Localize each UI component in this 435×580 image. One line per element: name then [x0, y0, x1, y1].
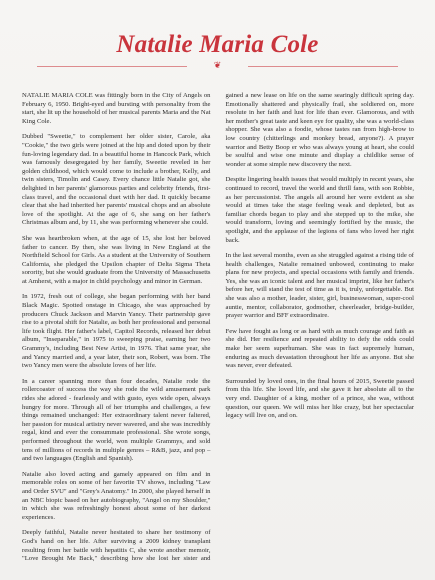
biography-text [22, 92, 414, 570]
paragraph-career-start: In 1972, fresh out of college, she began performing with her band Black Magic. Spotted onstage in Chicago, she was approached by producers Chuck Jackson and Marvin Yancy. Their partnership gave rise to a pivotal shift for Natalie, as both her professional and personal life took flight. Her father's label, Capitol Records, released her debut album, "Inseparable," in 1975 to sweeping praise, earning her two Grammy's, including Best New Artist, in 1976. That same year, she and Yancy married and, a year later, their son, Robert, was born. The two Yancy men were the absolute loves of her life. [22, 293, 211, 370]
paragraph-childhood: Dubbed "Sweetie," to complement her older sister, Carole, aka "Cookie," the two girls were joined at the hip and doted upon by their fun-loving legendary dad. In a beautiful home in Hancock Park, which was famously desegregated by her family, Sweetie reveled in her golden childhood, which would come to include a brother, Kelly, and twin sisters, Timolin and Casey. Every chance little Natalie got, she delighted in her parents' glamorous parties and celebrity friends, first-class travel, and the occasional duet with her dad. It quickly became clear that she had inherited her parents' musical chops and an absolute love of the spotlight. At the age of 6, she sang on her father's Christmas album and, by 11, she was performing whenever she could. [22, 133, 211, 227]
paragraph-career-span: In a career spanning more than four decades, Natalie rode the rollercoaster of success the way she rode the wild amusement park rides she adored - fearlessly and with gusto, eyes wide open, always hungry for more. Through all of her triumphs and challenges, a few things remained unchanged: Her extraordinary talent never faltered, her passion for musical artistry never wavered, and she was incredibly regal, kind and ever the consummate professional. She wrote songs, performed throughout the world, won multiple Grammys, and sold tens of millions of records in multiple genres – R&B, jazz, and pop – and two languages (English and Spanish). [22, 377, 211, 463]
paragraph-resilience: Few have fought as long or as hard with as much courage and faith as she did. Her resilience and repeated ability to defy the odds could make her seem superhuman. She was in fact supremely human, enduring as much devastation throughout her life as anyone. But she was never, ever defeated. [225, 327, 414, 370]
paragraph-passing: Surrounded by loved ones, in the final hours of 2015, Sweetie passed from this life. She loved life, and she gave it her absolute all to the very end. Daughter of a king, mother of a prince, she was, without question, our queen. We will miss her like crazy, but her spectacular legacy will live on, and on. [225, 377, 414, 420]
paragraph-health: Despite lingering health issues that would multiply in recent years, she continued to record, travel the world and thrill fans, with son Robbie, as her percussionist. The angels all around her were evident as she would at times take the stage feeling weak and depleted, but as familiar chords began to play and she stepped up to the mike, she would transform, loving and seemingly fortified by the music, the spotlight, and the applause of the legions of fans who loved her right back. [225, 176, 414, 244]
paragraph-birth: NATALIE MARIA COLE was fittingly born in the City of Angels on February 6, 1950. Bright-eyed and bursting with personality from the start, she lit up the household of her musical parents Maria and the Nat King Cole. [22, 92, 211, 125]
paragraph-faith: Deeply faithful, Natalie never hesitated to share her testimony of God's hand on her life. After surviving a 2009 kidney transplant resulting from her battle with hepatitis C, she wrote another memoir, "Love Brought Me Back," describing how she lost her sister and gained a new lease on life on the same searingly difficult spring day. Emotionally shattered and physically frail, she soldiered on, more resolute in her faith and lust for life than ever. Glamorous, and with her mother's great taste and keen eye for quality, she was a world-class shopper. She was also a foodie, whose tastes ran from high-brow to low country (chitterlings and monkey bread, anyone?). A prayer warrior and Betty Boop er who was always young at heart, she could be soulful and wise one minute and display a childlike sense of wonder at some simple new discovery the next. [22, 92, 414, 563]
paragraph-final-months: In the last several months, even as she struggled against a rising tide of health challenges, Natalie remained unbowed, continuing to make plans for new projects, and special occasions with family and friends. Yes, she was an iconic talent and her musical imprint, like her father's before her, will stand the test of time as it is, truly, unforgettable. But she was also a mother, leader, sister, girl, businesswoman, super-cool auntie, mentor, collaborator, godmother, cheerleader, bridge-builder, prayer warrior and BFF extraordinaire. [225, 252, 414, 320]
title-rule-left [37, 66, 187, 67]
page-title: Natalie Maria Cole [116, 31, 319, 58]
paragraph-acting: Natalie also loved acting and gamely appeared on film and in memorable roles on some of her favorite TV shows, including "Law and Order SVU" and "Grey's Anatomy." In 2000, she played herself in an NBC biopic based on her autobiography, "Angel on my Shoulder," in which she was refreshingly honest about some of her darkest experiences. [22, 470, 211, 521]
paragraph-education: She was heartbroken when, at the age of 15, she lost her beloved father to cancer. By then, she was living in New England at the Northfield School for Girls. As a student at the University of Southern California, she pledged the Upsilon chapter of Delta Sigma Theta sorority, but she would graduate from the University of Massachusetts at Amherst, with a major in child psychology and minor in German. [22, 234, 211, 285]
title-rule-right [248, 66, 398, 67]
flourish-icon: ❦ [213, 61, 222, 71]
